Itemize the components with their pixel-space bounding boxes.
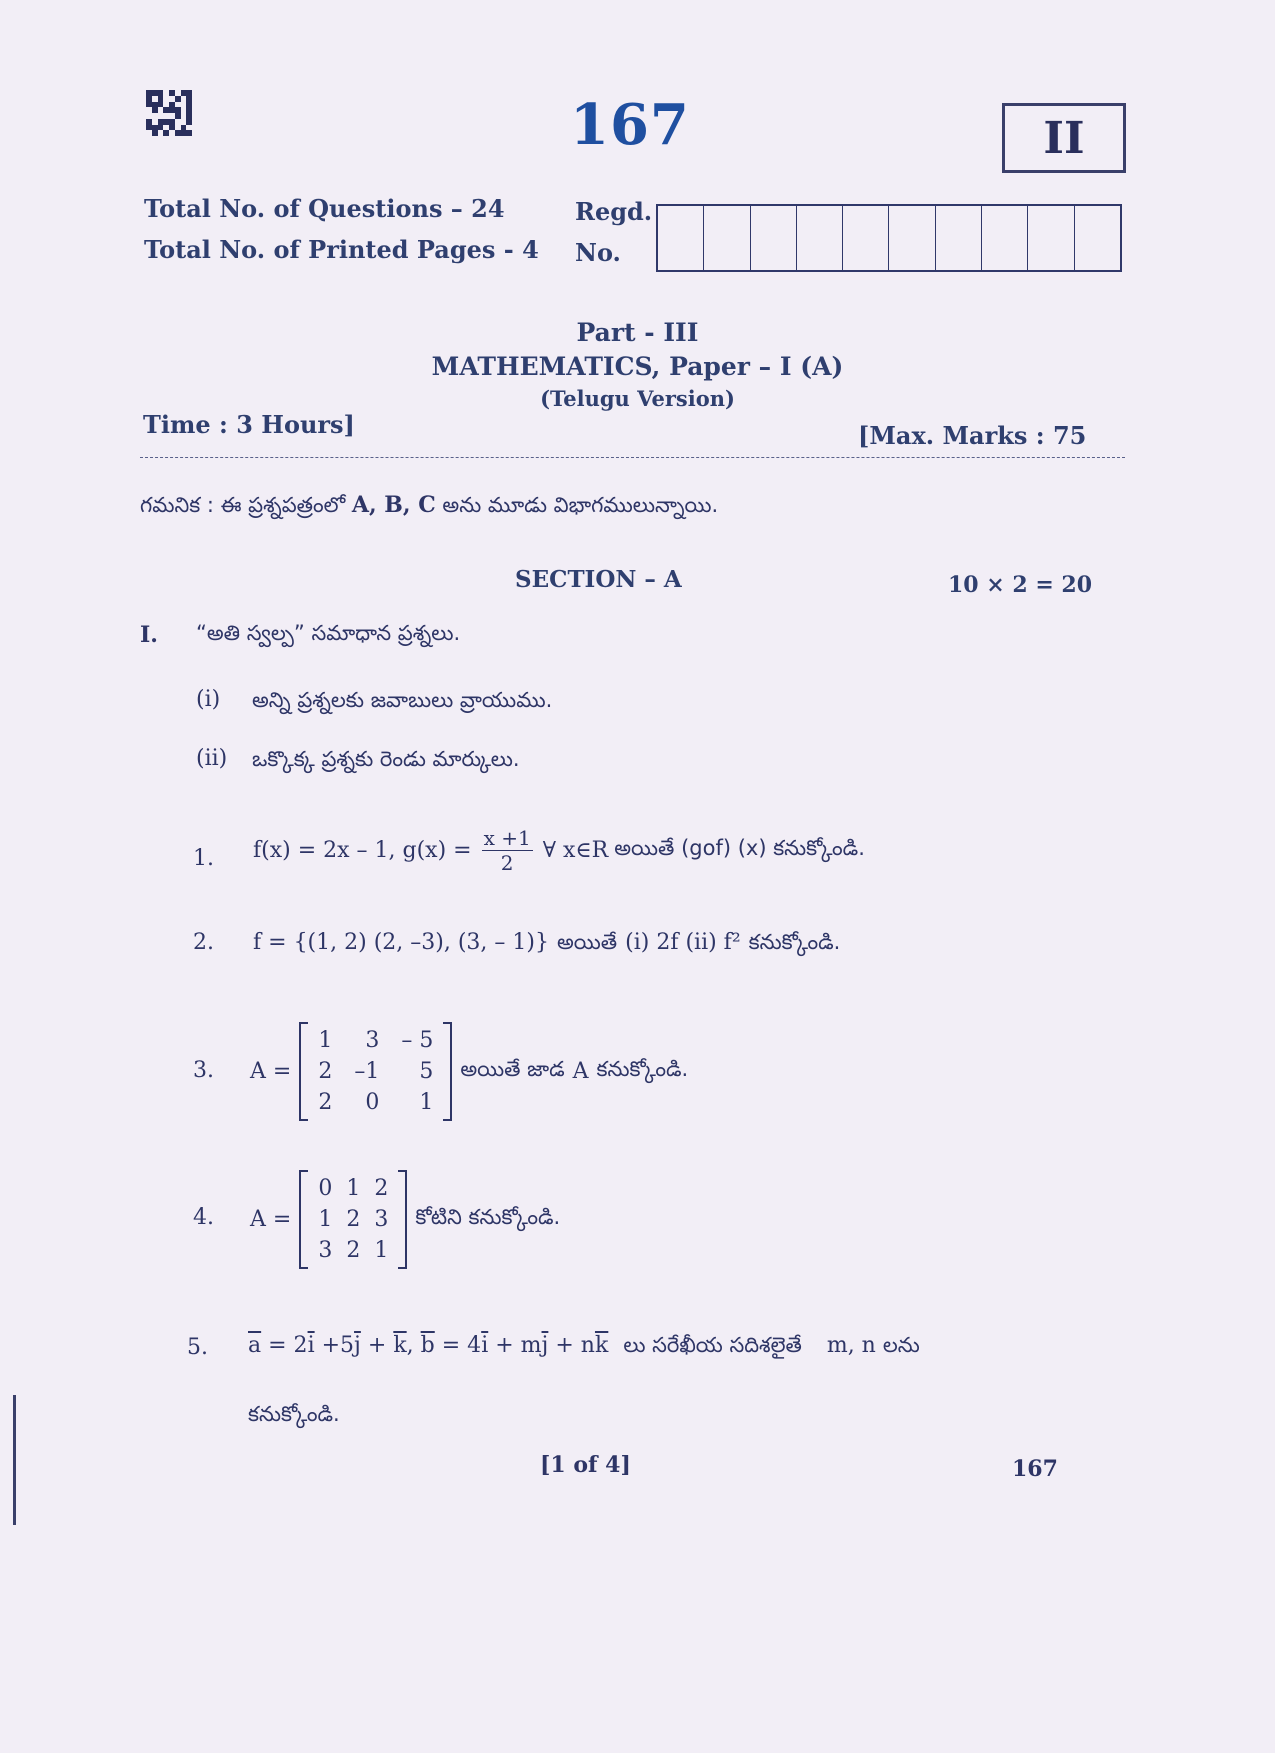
matrix-cell: 0 [318, 1176, 333, 1201]
question-3 [250, 1022, 688, 1121]
question-1 [253, 826, 865, 875]
question-2-number: 2. [193, 930, 214, 955]
question-3-label: A = [250, 1059, 292, 1084]
question-5 [248, 1333, 920, 1363]
matrix-cell: –1 [354, 1059, 380, 1084]
plus-sign: + [367, 1333, 387, 1358]
matrix-cell: 1 [346, 1176, 361, 1201]
series-box [1002, 103, 1126, 173]
unit-i: $\overline{i}$ [307, 1333, 315, 1358]
part-label: Part - III [576, 318, 699, 347]
unit-j: $\overline{j}$ [541, 1333, 549, 1358]
unit-k: $\overline{k}$ [393, 1333, 407, 1358]
section-roman: I. [140, 622, 158, 648]
vector-a-eq: = 2 [268, 1333, 308, 1358]
note-text-2: అను మూడు విభాగములున్నాయి. [442, 493, 719, 517]
regd-digit-box[interactable] [1075, 206, 1120, 270]
question-2-telugu-2: కనుక్కోండి. [748, 930, 841, 954]
regd-digit-box[interactable] [1028, 206, 1074, 270]
question-3-var: A [572, 1059, 589, 1084]
instruction-2-text: ఒక్కొక్క ప్రశ్నకు రెండు మార్కులు. [252, 747, 520, 771]
vector-b: $\overline{b}$ [420, 1333, 435, 1358]
section-heading: “అతి స్వల్ప” సమాధాన ప్రశ్నలు. [196, 621, 461, 645]
question-4 [250, 1170, 560, 1269]
total-questions: Total No. of Questions – 24 [144, 194, 505, 223]
note-letters: A, B, C [351, 492, 436, 518]
section-marks: 10 × 2 = 20 [948, 572, 1093, 598]
unit-j: $\overline{j}$ [354, 1333, 361, 1358]
paper-code: 167 [570, 92, 690, 158]
instruction-1-num: (i) [196, 687, 221, 712]
regd-digit-box[interactable] [797, 206, 843, 270]
total-pages: Total No. of Printed Pages - 4 [144, 235, 539, 264]
matrix-cell: 3 [318, 1238, 333, 1263]
matrix-cell: 2 [318, 1059, 333, 1084]
question-5-telugu-2: లను [882, 1333, 920, 1357]
question-5-telugu-3: కనుక్కోండి. [248, 1402, 340, 1426]
question-2-telugu-1: అయితే [556, 930, 618, 954]
page-number: [1 of 4] [540, 1452, 631, 1478]
vector-b-eq: = 4 [441, 1333, 482, 1358]
regd-digit-box[interactable] [751, 206, 797, 270]
question-5-telugu-1: లు సరేఖీయ సదిశలైతే [623, 1333, 802, 1357]
time-label: Time : 3 Hours] [143, 410, 355, 439]
matrix-cell: 2 [346, 1207, 361, 1232]
matrix-cell: 1 [318, 1028, 333, 1053]
qr-code [146, 90, 192, 136]
footer-code: 167 [1012, 1456, 1058, 1482]
note-prefix: గమనిక : [140, 493, 214, 517]
unit-i: $\overline{i}$ [481, 1333, 489, 1358]
matrix-cell: 1 [318, 1207, 333, 1232]
question-4-label: A = [250, 1207, 292, 1232]
matrix-cell: 3 [374, 1207, 389, 1232]
question-1-expr: f(x) = 2x – 1, g(x) = [253, 838, 472, 863]
question-2-parts: (i) 2f (ii) f² [625, 930, 741, 955]
matrix-cell: 5 [419, 1059, 434, 1084]
version-label: (Telugu Version) [540, 386, 735, 411]
matrix-cell: 2 [318, 1090, 333, 1115]
subject-title: MATHEMATICS, Paper – I (A) [431, 352, 844, 381]
matrix-cell: 0 [365, 1090, 380, 1115]
matrix-cell: – 5 [401, 1028, 434, 1053]
question-4-telugu: కోటిని కనుక్కోండి. [415, 1204, 561, 1229]
matrix-cell: 2 [346, 1238, 361, 1263]
matrix-cell: 2 [374, 1176, 389, 1201]
vector-a: $\overline{a}$ [248, 1333, 262, 1358]
note-text-1: ఈ ప్రశ్నపత్రంలో [220, 493, 346, 517]
regd-label: Regd. [575, 197, 653, 226]
regd-digit-box[interactable] [936, 206, 982, 270]
regd-digit-box[interactable] [843, 206, 889, 270]
registration-number-boxes[interactable] [656, 204, 1122, 272]
question-1-telugu: అయితే (gof) (x) కనుక్కోండి. [614, 835, 865, 860]
matrix-left-bracket [299, 1170, 308, 1269]
section-title: SECTION – A [515, 566, 682, 593]
question-1-domain: ∀ x∈R [542, 838, 609, 863]
regd-digit-box[interactable] [889, 206, 935, 270]
separator-comma: , [406, 1333, 414, 1358]
series-label: II [1043, 112, 1085, 164]
regd-digit-box[interactable] [658, 206, 704, 270]
unit-k: $\overline{k}$ [594, 1333, 609, 1358]
question-3-matrix [299, 1022, 452, 1121]
no-label: No. [575, 238, 621, 267]
matrix-left-bracket [299, 1022, 308, 1121]
instruction-1-text: అన్ని ప్రశ్నలకు జవాబులు వ్రాయుము. [252, 688, 553, 712]
question-1-fraction [482, 826, 533, 875]
matrix-cell: 1 [419, 1090, 434, 1115]
regd-digit-box[interactable] [704, 206, 750, 270]
fraction-numerator: x +1 [483, 826, 531, 850]
vector-b-n: + n [555, 1333, 595, 1358]
instruction-2-num: (ii) [196, 746, 228, 771]
question-4-matrix [299, 1170, 407, 1269]
note-line [140, 492, 718, 523]
vector-a-mid: +5 [321, 1333, 355, 1358]
header-divider [140, 457, 1125, 458]
fraction-denominator: 2 [500, 851, 514, 875]
question-1-number: 1. [193, 846, 214, 871]
question-3-number: 3. [193, 1058, 214, 1083]
matrix-cell: 1 [374, 1238, 389, 1263]
question-2 [253, 930, 840, 960]
question-5-number: 5. [187, 1335, 208, 1360]
matrix-right-bracket [443, 1022, 452, 1121]
question-3-telugu-1: అయితే జాడ [460, 1056, 565, 1081]
margin-mark [13, 1395, 16, 1525]
max-marks: [Max. Marks : 75 [858, 421, 1087, 450]
matrix-cells [308, 1170, 398, 1269]
qr-module [186, 130, 192, 136]
vector-b-m: + m [495, 1333, 542, 1358]
matrix-cells [308, 1022, 443, 1121]
question-5-vars: m, n [826, 1333, 876, 1358]
regd-digit-box[interactable] [982, 206, 1028, 270]
question-2-set: f = {(1, 2) (2, –3), (3, – 1)} [253, 930, 549, 955]
matrix-cell: 3 [365, 1028, 380, 1053]
question-3-telugu-2: కనుక్కోండి. [596, 1056, 689, 1081]
question-4-number: 4. [193, 1205, 214, 1230]
matrix-right-bracket [398, 1170, 407, 1269]
